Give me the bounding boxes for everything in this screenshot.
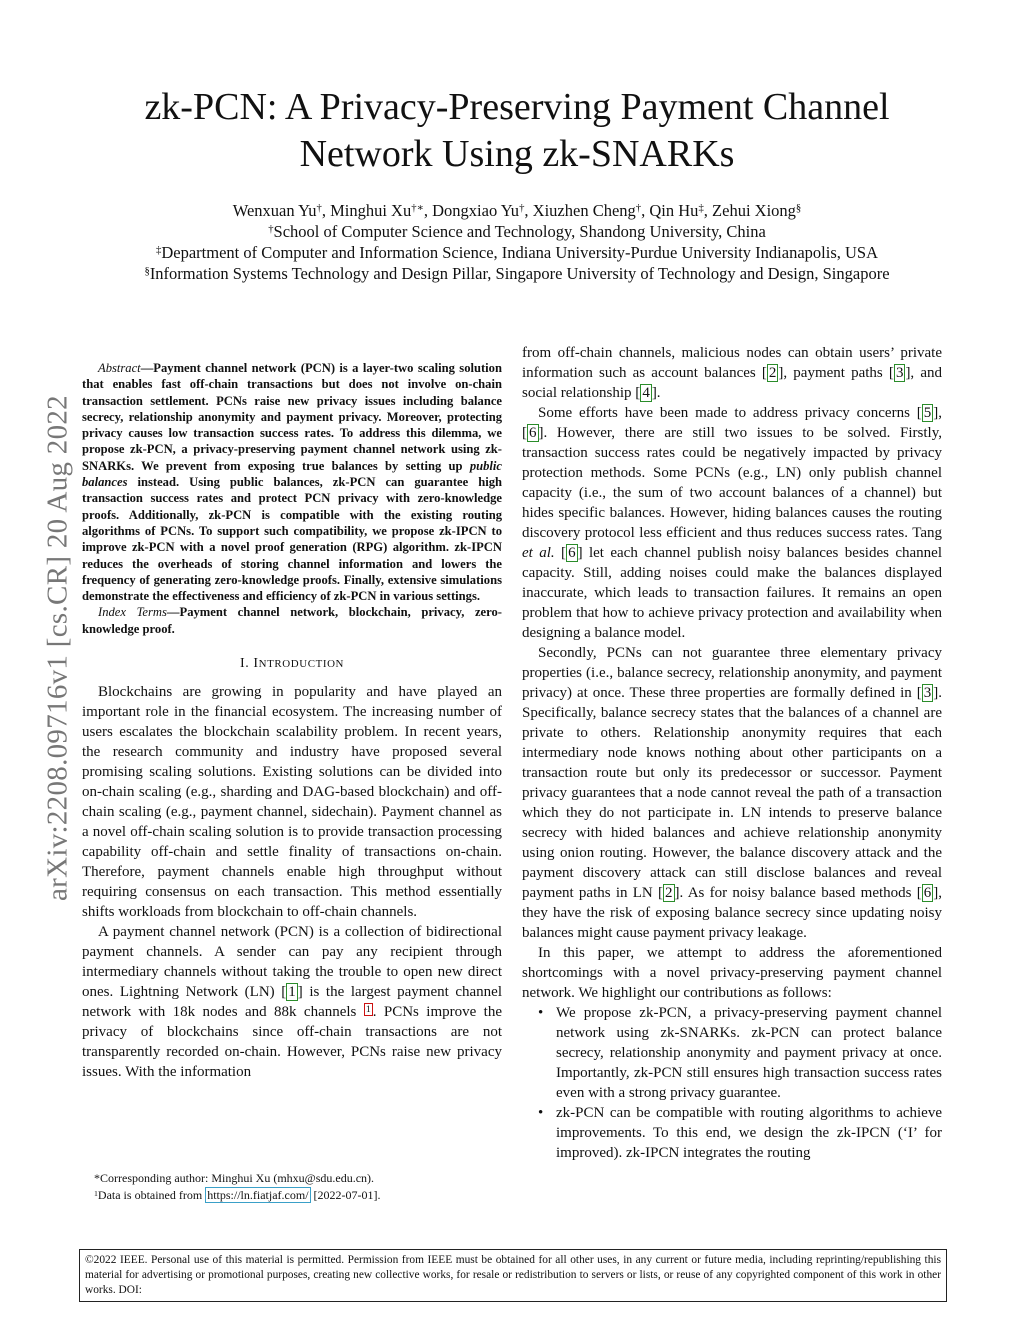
- index-terms-text: —Payment channel network, blockchain, privacy, zero-knowledge proof.: [82, 605, 502, 636]
- copyright-notice: ©2022 IEEE. Personal use of this material is permitted. Permission from IEEE must be obtained for all other uses, in any current or future media, including reprinting/republishing this material for advertising or promotional purposes, creating new collective works, for resale or redistribution to servers or lists, or reuse of any copyrighted component of this work in other works. DOI:: [79, 1249, 947, 1302]
- right-column: [522, 343, 942, 1163]
- affiliation-1: [90, 221, 944, 242]
- paragraph: Secondly, PCNs can not guarantee three elementary privacy properties (i.e., balance secrecy, relationship anonymity, and payment privacy) at once. These three properties are formally defined in [ 3 ]. Specifically, balance secrecy states that the balances of a channel are private to others. Relationship anonymity requires that each intermediary node knows nothing about other participants on a transaction route but only its predecessor or successor. Payment privacy guarantees that a node cannot reveal the path of a transaction which they do not participate in. LN intends to preserve balance secrecy with hided balances and achieve relationship anonymity using onion routing. However, the balance discovery attack and the payment discovery attack can still disclose balances and reveal payment paths in LN [ 2 ]. As for noisy balance based methods [ 6 ], they have the risk of exposing balance secrecy since updating noisy balances might cause payment privacy leakage.: [522, 645, 942, 941]
- citation-link[interactable]: 2: [665, 885, 673, 901]
- author-name: Wenxuan Yu: [232, 201, 317, 220]
- citation-link[interactable]: 6: [923, 885, 932, 901]
- paragraph: In this paper, we attempt to address the aforementioned shortcomings with a novel privacy-preserving payment channel network. We highlight our contributions as follows:: [522, 945, 942, 1001]
- author-name: , Minghui Xu: [321, 201, 412, 220]
- title-line-1: zk-PCN: A Privacy-Preserving Payment Channel: [144, 86, 890, 128]
- left-column: [82, 343, 502, 1082]
- section-heading-introduction: I. INTRODUCTION: [239, 656, 345, 672]
- bullet-icon: •: [538, 1005, 544, 1021]
- citation-link[interactable]: 3: [923, 685, 932, 701]
- footnote-corresponding: *Corresponding author: Minghui Xu (mhxu@sdu.edu.cn).: [94, 1171, 375, 1185]
- author-name: , Zehui Xiong: [703, 201, 796, 220]
- abstract-lead: Abstract: [98, 361, 141, 375]
- citation-link[interactable]: 1: [288, 984, 296, 1001]
- paragraph: A payment channel network (PCN) is a collection of bidirectional payment channels. A sender can pay any recipient through intermediary channels without taking the trouble to open new direct ones. Lightning Network (LN) [ 1 ] is the largest payment channel network with 18k nodes and 88k channels $^1$ . PCNs improve the privacy of blockchains since off-chain transactions are not transparently recorded on-chain. However, PCNs raise new privacy issues. With the information: [82, 924, 502, 1081]
- citation-link[interactable]: 5: [923, 405, 932, 421]
- author-name: , Qin Hu: [641, 201, 699, 220]
- index-terms: [82, 604, 502, 637]
- affiliation-2: [90, 242, 944, 263]
- citation-link[interactable]: 6: [568, 545, 576, 561]
- affiliation-mark: †: [268, 223, 274, 236]
- paper-title: [90, 84, 944, 178]
- citation-link[interactable]: 3: [895, 365, 904, 381]
- abstract-text: —Payment channel network (PCN) is a layer-two scaling solution that enables fast off-chain transactions but does not involve on-chain transaction settlement. PCNs raise new privacy issues including balance secrecy, relationship anonymity and payment privacy. Moreover, protecting privacy causes low transaction success rates. To address this dilemma, we propose zk-PCN, a privacy-preserving payment channel network using zk-SNARKs. We prevent from exposing true balances by setting up: [82, 361, 502, 473]
- author-name: , Xiuzhen Cheng: [524, 201, 636, 220]
- paragraph: Blockchains are growing in popularity and have played an important role in the financial ecosystem. The increasing number of users escalates the blockchain scalability problem. In recent years, the research community and industry have proposed several promising scaling solutions. Existing solutions can be divided into on-chain scaling (e.g., sharding and DAG-based blockchain) and off-chain scaling (e.g., payment channel, sidechain). Payment channel as a novel off-chain scaling solution is to provide transaction processing capability off-chain and settle finality of transactions on-chain. Therefore, payment channels enable high throughput without requiring consensus on each transaction. This method essentially shifts workloads from blockchain to off-chain channels.: [82, 684, 502, 921]
- affiliation-mark: §: [144, 265, 150, 278]
- abstract-emphasis: public balances: [82, 458, 502, 490]
- citation-link[interactable]: 2: [768, 365, 777, 381]
- index-terms-lead: Index Terms: [98, 605, 167, 620]
- footnote-url-link[interactable]: https://ln.fiatjaf.com/: [207, 1188, 309, 1202]
- paragraph: from off-chain channels, malicious nodes can obtain users’ private information such as account balances [ 2 ], payment paths [ 3 ], and social relationship [ 4 ].: [522, 345, 943, 401]
- paragraph: Some efforts have been made to address privacy concerns [ 5 ], [ 6 ]. However, there are still two issues to be solved. Firstly, transaction success rates could be negatively impacted by privacy protection methods. Some PCNs (e.g., LN) only publish channel capacity (i.e., the sum of two account balances of a channel) but hides specific balances. However, hiding balances causes the routing discovery protocol less efficient and thus reduces success rates. Tang et al. [ 6 ] let each channel publish noisy balances besides channel capacity. Still, adding noises could make the balances displayed inaccurate, which leads to transaction failures. It remains an open problem that how to achieve privacy protection and availability when designing a balance model.: [522, 405, 943, 641]
- footnote-data-source: $^1$Data is obtained from https://ln.fiatjaf.com/ [2022-07-01].: [94, 1188, 381, 1202]
- affiliation-mark: †∗: [411, 202, 424, 215]
- affiliation-mark: ‡: [155, 244, 162, 257]
- affiliation-mark: §: [795, 202, 802, 215]
- author-block: [90, 200, 944, 284]
- affiliation-mark: ‡: [698, 202, 704, 215]
- author-name: , Dongxiao Yu: [423, 201, 520, 220]
- affiliation-mark: †: [635, 202, 642, 215]
- list-item: • We propose zk-PCN, a privacy-preserving payment channel network using zk-SNARKs. zk-PCN can protect balance secrecy, relationship anonymity and payment privacy at once. Importantly, zk-PCN still ensures high transaction success rates even with a strong privacy guarantee.: [538, 1005, 942, 1101]
- footnotes: [82, 1170, 502, 1204]
- title-line-2: Network Using zk-SNARKs: [299, 133, 735, 175]
- footnote-link[interactable]: 1: [365, 1003, 371, 1015]
- affiliation-3: [90, 263, 944, 284]
- contribution-list: [522, 1003, 942, 1163]
- affiliation-mark: †: [316, 202, 322, 215]
- list-item: • zk-PCN can be compatible with routing algorithms to achieve improvements. To this end, we design the zk-IPCN (‘I’ for improved). zk-IPCN integrates the routing: [538, 1105, 942, 1161]
- arxiv-side-label: arXiv:2208.09716v1 [cs.CR] 20 Aug 2022: [41, 395, 74, 901]
- citation-link[interactable]: 6: [529, 425, 537, 441]
- bullet-icon: •: [538, 1105, 544, 1121]
- abstract-text: instead. Using public balances, zk-PCN can guarantee high transaction success rates and protect PCN privacy with zero-knowledge proofs. Additionally, zk-PCN is compatible with the existing routing algorithms of PCNs. To support such compatibility, we propose zk-IPCN to improve zk-PCN with a novel proof generation (RPG) algorithm. zk-IPCN reduces the overheads of storing channel information and lowers the frequency of generating zero-knowledge proofs. Finally, extensive simulations demonstrate the effectiveness and efficiency of zk-PCN in various settings.: [82, 475, 502, 604]
- affiliation-text: Information Systems Technology and Design Pillar, Singapore University of Technology and Design, Singapore: [149, 264, 890, 283]
- author-list: [90, 200, 944, 221]
- affiliation-mark: †: [519, 202, 525, 215]
- citation-link[interactable]: 4: [642, 385, 650, 401]
- affiliation-text: Department of Computer and Information Science, Indiana University-Purdue University Indianapolis, USA: [161, 243, 879, 262]
- affiliation-text: School of Computer Science and Technology, Shandong University, China: [273, 222, 766, 241]
- abstract: [82, 360, 502, 604]
